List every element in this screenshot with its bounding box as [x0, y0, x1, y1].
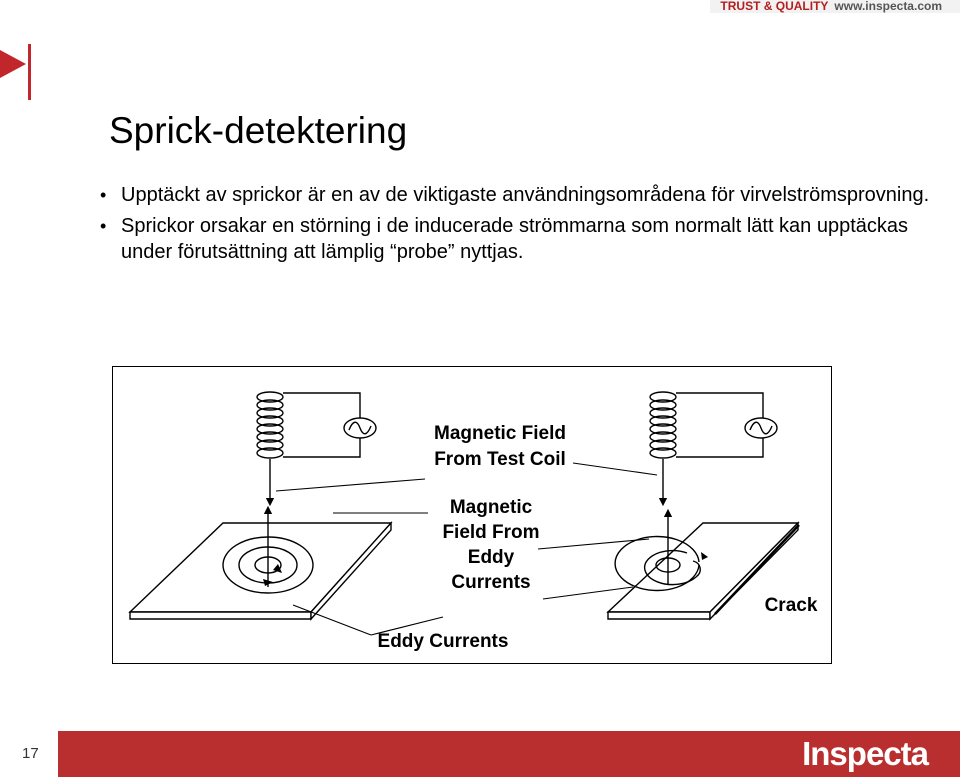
eddy-current-diagram — [112, 366, 832, 664]
brand-text — [720, 0, 942, 13]
play-logo-icon — [0, 44, 36, 100]
right-probe-setup — [608, 392, 799, 619]
footer-bar — [0, 731, 960, 777]
label-eddy-field-line1: Magnetic — [449, 497, 533, 518]
inspecta-logo: Inspecta — [802, 735, 928, 772]
bullet-item: • Upptäckt av sprickor är en av de viktigaste användningsområdena för virvelströmsprovning. — [100, 182, 960, 208]
right-test-coil — [650, 392, 676, 458]
bullet-item: • Sprickor orsakar en störning i de inducerade strömmarna som normalt lätt kan upptäckas under förutsättning att lämplig “probe” nyttjas. — [100, 213, 960, 265]
brand-tagline: TRUST & QUALITY — [720, 0, 829, 13]
label-crack: Crack — [764, 595, 818, 616]
header-brand-bar — [710, 0, 960, 13]
page-number-box — [0, 731, 58, 777]
brand-url: www.inspecta.com — [834, 0, 942, 13]
diagram-drawing — [113, 367, 833, 665]
right-ac-source-icon — [745, 418, 777, 438]
label-eddy-field-line3: Eddy — [467, 547, 515, 568]
bullet-list — [100, 182, 960, 270]
left-ac-source-icon — [344, 418, 376, 438]
label-eddy-currents: Eddy Currents — [377, 631, 509, 652]
left-test-coil — [257, 392, 283, 458]
page-number: 17 — [22, 745, 39, 762]
left-probe-setup — [130, 392, 391, 619]
label-magnetic-field-line2: From Test Coil — [434, 449, 566, 470]
slide-title: Sprick-detektering — [109, 110, 408, 151]
label-eddy-field-line2: Field From — [442, 522, 540, 543]
label-eddy-field-line4: Currents — [451, 572, 531, 593]
label-magnetic-field-line1: Magnetic Field — [434, 423, 566, 444]
